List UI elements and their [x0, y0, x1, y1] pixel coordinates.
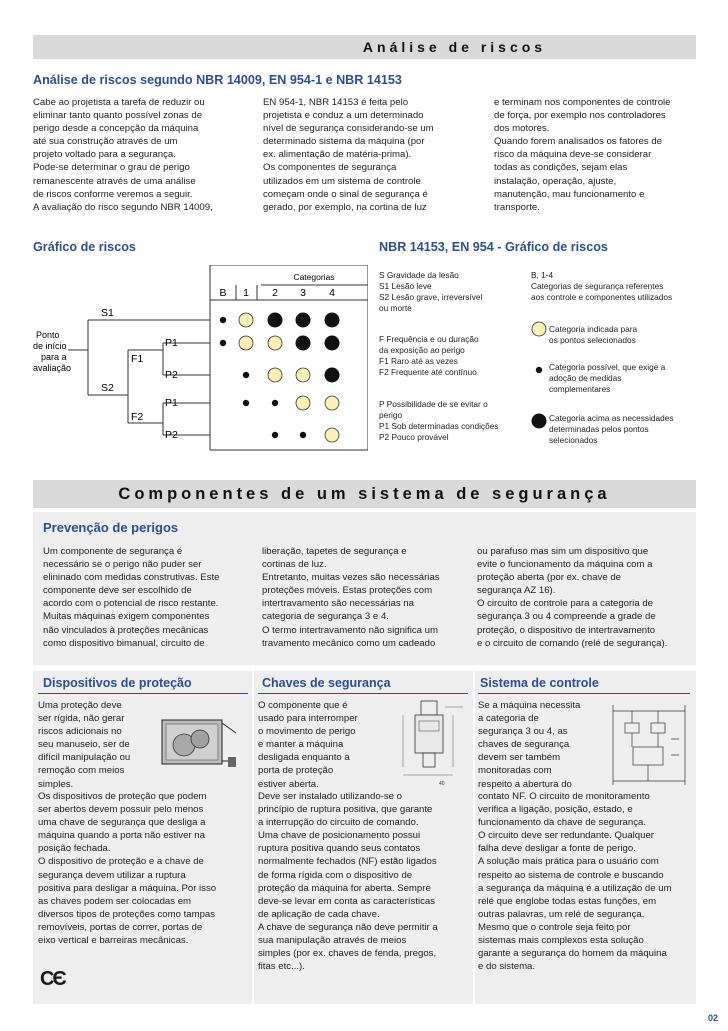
- categories-label: Categorias: [293, 272, 335, 282]
- risk-graph-diagram: [33, 265, 368, 455]
- col-label-3: 3: [300, 287, 306, 299]
- risk-graph-norm-title: NBR 14153, EN 954 - Gráfico de riscos: [379, 240, 608, 254]
- legend-categories: B, 1-4 Categorias de segurança referentes aos controle e componentes utilizados: [531, 270, 673, 302]
- row-s2-f1-p2-dots: [243, 368, 340, 383]
- section-title: Análise de riscos segundo NBR 14009, EN 954-1 e NBR 14153: [33, 73, 402, 87]
- intro-col3: e terminam nos componentes de controle de força, por exemplo nos controladores dos motores. Quando forem analisados os fatores de risco da máquina deve-se considerar todas as condições, sejam elas instalação, operação, ajuste, manutenção, mau funcionamento e transporte.: [494, 97, 671, 213]
- label-s2: S2: [101, 382, 114, 394]
- col-label-2: 2: [272, 287, 278, 299]
- row-s2-f2-p1-dots: [243, 396, 339, 410]
- components-banner: Componentes de um sistema de segurança: [33, 480, 696, 508]
- legend-s: S Gravidade da lesão S1 Lesão leve S2 Lesão grave, irreversível ou morte: [379, 270, 483, 313]
- intro-col2: EN 954-1, NBR 14153 é feita pelo projetista e conduz a um determinado nível de segurança considerando-se um determinado sistema da máquina (por ex. alimentação de matéria-prima). Os componentes de segurança utilizados em um sistema de controle começam onde o sinal de segurança é gerado, por exemplo, na cortina de luz: [263, 97, 434, 213]
- col-label-b: B: [219, 287, 227, 299]
- switches-text-bottom: Deve ser instalado utilizando-se o princípio de ruptura positiva, que garante a interrupção do circuito de comando. Uma chave de posicionamento possui ruptura positiva quando seus contatos normalmente fechados (NF) estão ligados de forma rígida com o dispositivo de proteção da máquina for aberta. Sempre deve-se levar em conta as características de aplicação de cada chave. A chave de segurança não deve permitir a sua manipulação através de meios simples (por ex. chaves de fenda, pregos, fitas etc...).: [258, 791, 438, 973]
- key-yellow-dot: [531, 321, 547, 337]
- protection-title-underline: [38, 693, 248, 694]
- row-s2-f1-p1-dots: [220, 336, 340, 351]
- switch-dimension-label: 40: [439, 781, 445, 787]
- key-small-black-dot: [531, 362, 547, 378]
- start-label-3: para a: [41, 352, 67, 362]
- switches-title-underline: [258, 693, 468, 694]
- intro-col1: Cabe ao projetista a tarefa de reduzir ou eliminar tanto quanto possível zonas de perigo desde a concepção da máquina até sua construção através de um projeto voltado para a segurança. Pode-se determinar o grau de perigo remanescente através de uma análise de riscos conforme veremos a seguir. A avaliação do risco segundo NBR 14009,: [33, 97, 213, 213]
- label-s1: S1: [101, 307, 114, 319]
- prevention-col1: Um componente de segurança é necessário se o perigo não puder ser elininado com medidas construtivas. Este componente deve ser escolhido de acordo com o potencial de risco restante. Muitas máquinas exigem componentes não vinculados à proteções mecânicas como dispositivo bimanual, circuito de: [43, 546, 220, 649]
- control-title: Sistema de controle: [480, 676, 599, 690]
- control-title-underline: [478, 693, 690, 694]
- category-table-frame: [210, 265, 368, 450]
- risk-graph-title: Gráfico de riscos: [33, 240, 136, 254]
- legend-p: P Possibilidade de se evitar o perigo P1 Sob determinadas condições P2 Pouco provável: [379, 399, 499, 442]
- key-big-black-text: Categoria acima as necessidades determinadas pelos pontos selecionados: [549, 413, 674, 445]
- key-small-black-text: Categoria possível, que exige a adoção de medidas complementares: [549, 362, 666, 394]
- start-label-4: avaliação: [33, 363, 72, 373]
- start-label-1: Ponto: [36, 330, 60, 340]
- key-yellow-text: Categoria indicada para os pontos selecionados: [549, 324, 638, 345]
- protection-guard-illustration: [160, 715, 242, 775]
- page-banner-title: Análise de riscos: [33, 35, 696, 59]
- prevention-col2: liberação, tapetes de segurança e cortinas de luz. Entretanto, muitas vezes são necessárias proteções móveis. Estas proteções com intertravamento são necessárias na categoria de segurança 3 e 4. O termo intertravamento não significa um travamento mecânico como um cadeado: [262, 546, 440, 649]
- protection-title: Dispositivos de proteção: [43, 676, 192, 690]
- label-p2-a: P2: [165, 369, 178, 381]
- control-text-bottom: contato NF. O circuito de monitoramento verifica a ligação, posição, estado, e funcionamento da chave de segurança. O circuito deve ser redundante. Qualquer falha deve desligar a fonte de perigo. A solução mais prática para o usuário com respeito ao sistema de controle e buscando a segurança da máquina é a utilização de um relé que englobe todas estas funções, em outras palavras, um relé de segurança. Mesmo que o controle seja feito por sistemas mais complexos esta solução garante a segurança do homem da máquina e do sistema.: [478, 791, 672, 973]
- start-label-2: de início: [33, 341, 67, 351]
- control-text-top: Se a máquina necessita a categoria de segurança 3 ou 4, as chaves de segurança devem ser também monitoradas com respeito a abertura do: [478, 700, 581, 790]
- prevention-title: Prevenção de perigos: [43, 520, 179, 535]
- label-p1-a: P1: [165, 337, 178, 349]
- key-big-black-dot: [531, 413, 547, 429]
- control-circuit-schematic: [607, 699, 691, 791]
- col-label-1: 1: [243, 287, 249, 299]
- label-f2: F2: [131, 411, 144, 423]
- label-p2-b: P2: [165, 429, 178, 441]
- switches-title: Chaves de segurança: [262, 676, 391, 690]
- row-s1-dots: [220, 313, 340, 328]
- label-p1-b: P1: [165, 397, 178, 409]
- protection-text-bottom: Os dispositivos de proteção que podem ser abertos devem possuir pelo menos uma chave de segurança que desliga a máquina quando a porta não estiver na posição fechada. O dispositivo de proteção e a chave de segurança devem utilizar a ruptura positiva para desligar a máquina. Por isso as chaves podem ser colocadas em diversos tipos de proteções como tampas removíveis, portas de correr, portas de eixo vertical e barreiras mecânicas.: [38, 791, 217, 947]
- protection-text-top: Uma proteção deve ser rígida, não gerar riscos adicionais no seu manuseio, ser de difícil manipulação ou remoção com meios simples.: [38, 700, 131, 790]
- safety-switch-drawing: [383, 697, 469, 789]
- page-number: 02: [708, 1013, 719, 1023]
- label-f1: F1: [131, 353, 144, 365]
- col-label-4: 4: [329, 287, 335, 299]
- legend-f: F Frequência e ou duração da exposição ao perigo F1 Raro até as vezes F2 Frequente até contínuo: [379, 334, 479, 377]
- row-s2-f2-p2-dots: [272, 428, 339, 442]
- switches-text-top: O componente que é usado para interromper o movimento de perigo e manter a máquina desligada enquanto a porta de proteção estiver aberta.: [258, 700, 358, 790]
- ce-mark-logo: CЄ: [40, 968, 65, 990]
- prevention-col3: ou parafuso mas sim um dispositivo que evite o funcionamento da máquina com a proteção aberta (por ex. chave de segurança AZ 16). O circuito de controle para a categoria de segurança 3 ou 4 compreende a grade de proteção, o dispositivo de intertravamento e o circuito de comando (relé de segurança).: [477, 546, 668, 649]
